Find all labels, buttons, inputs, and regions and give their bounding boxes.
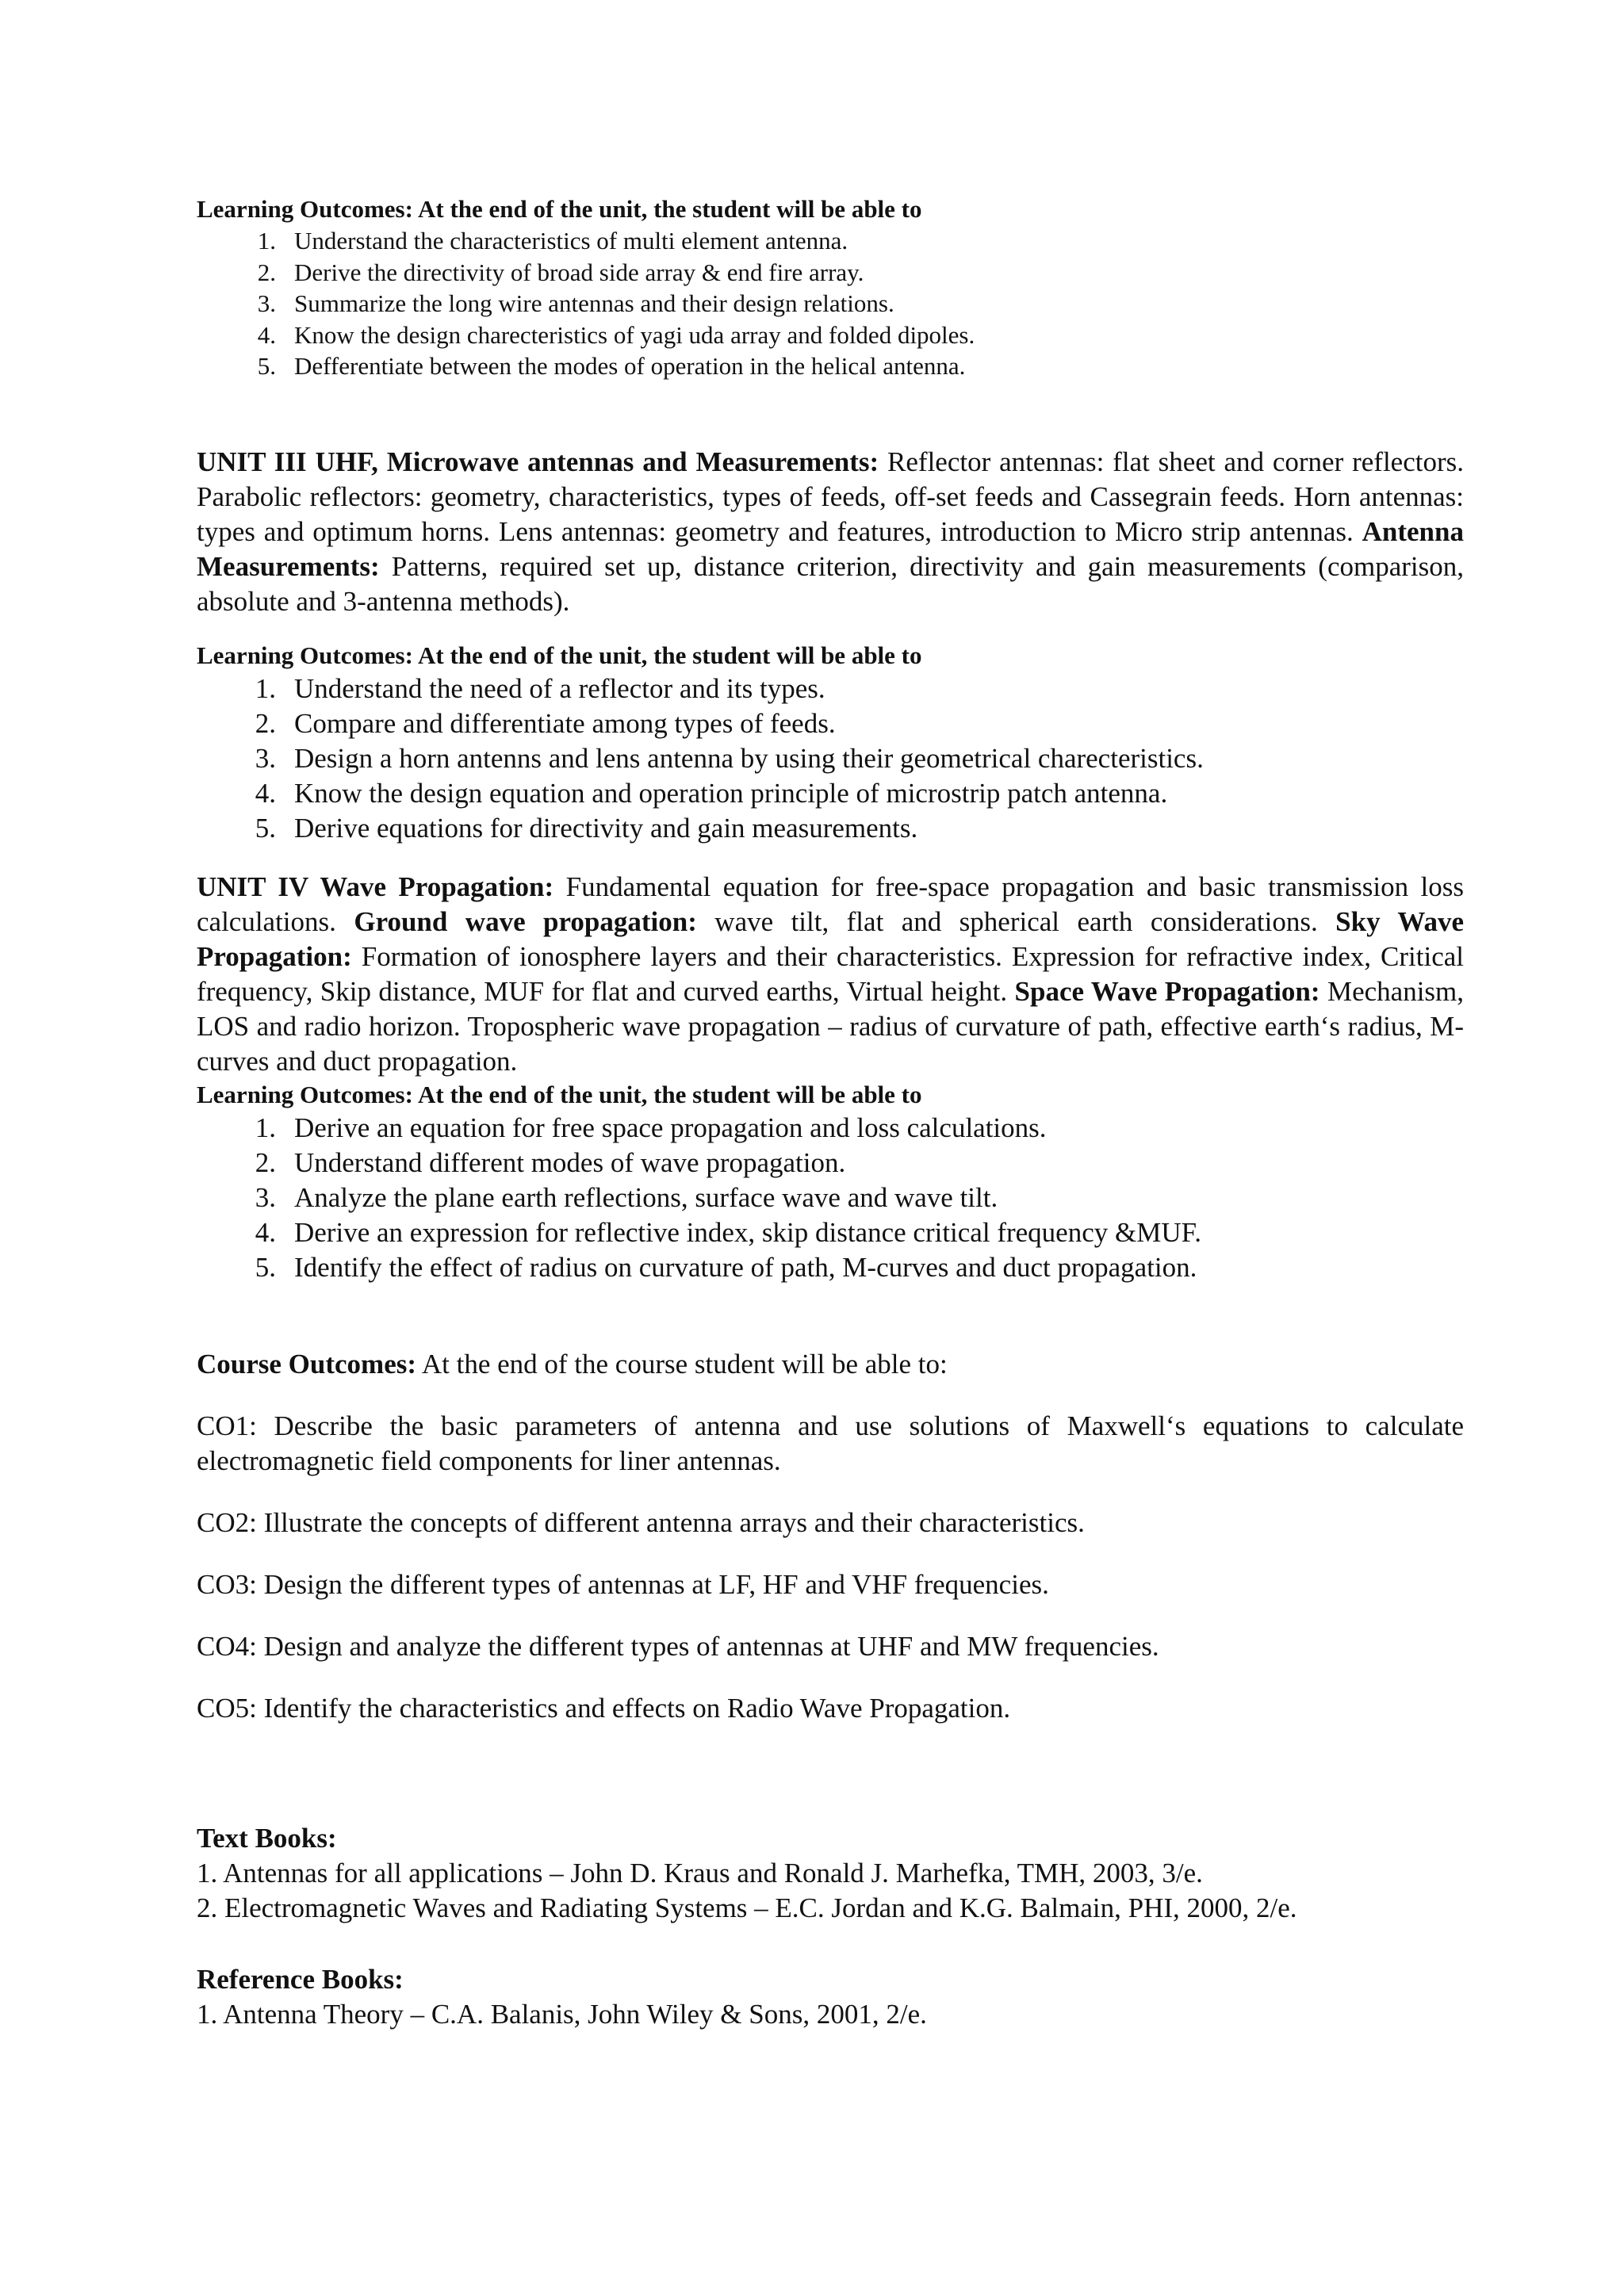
course-outcome-item: CO2: Illustrate the concepts of different antenna arrays and their characteristics. [197, 1506, 1085, 1538]
list-item: 1. Understand the characteristics of multi element antenna. [257, 227, 848, 254]
unit3-outcomes-list [197, 672, 1464, 846]
unit4-title: UNIT IV Wave Propagation: [197, 871, 554, 902]
text-books-heading: Text Books: [197, 1822, 337, 1854]
list-item: 1. Understand the need of a reflector and its types. [255, 672, 825, 704]
unit2-learning-outcomes-heading: Learning Outcomes: At the end of the unit, the student will be able to [197, 195, 922, 223]
unit3-learning-outcomes-heading: Learning Outcomes: At the end of the unit, the student will be able to [197, 641, 922, 669]
list-item: 3. Analyze the plane earth reflections, surface wave and wave tilt. [255, 1181, 998, 1213]
list-item: 2. Understand different modes of wave propagation. [255, 1146, 846, 1178]
unit4-description: UNIT IV Wave Propagation: Fundamental equation for free-space propagation and basic transmission loss calculations. Ground wave propagation: wave tilt, flat and spherical earth considerations. Sky Wave Propagation: Formation of ionosphere layers and their characteristics. Expression for refractive index, Critical frequency, Skip distance, MUF for flat and curved earths, Virtual height. Space Wave Propagation: Mechanism, LOS and radio horizon. Tropospheric wave propagation – radius of curvature of path, effective earth‘s radius, M-curves and duct propagation. [197, 871, 1465, 1077]
document-content [197, 193, 1464, 2032]
course-outcome-item: CO3: Design the different types of antennas at LF, HF and VHF frequencies. [197, 1568, 1049, 1600]
unit4-learning-outcomes-heading: Learning Outcomes: At the end of the unit, the student will be able to [197, 1080, 922, 1108]
list-item: 2. Compare and differentiate among types of feeds. [255, 707, 836, 739]
unit3-description: UNIT III UHF, Microwave antennas and Measurements: Reflector antennas: flat sheet and corner reflectors. Parabolic reflectors: geometry, characteristics, types of feeds, off-set feeds and Cassegrain feeds. Horn antennas: types and optimum horns. Lens antennas: geometry and features, introduction to Micro strip antennas. Antenna Measurements: Patterns, required set up, distance criterion, directivity and gain measurements (comparison, absolute and 3-antenna methods). [197, 446, 1464, 617]
list-item: 2. Derive the directivity of broad side array & end fire array. [257, 258, 864, 286]
unit4-outcomes-list [197, 1111, 1464, 1285]
reference-book-item: 1. Antenna Theory – C.A. Balanis, John Wiley & Sons, 2001, 2/e. [197, 1998, 927, 2030]
list-item: 5. Identify the effect of radius on curvature of path, M-curves and duct propagation. [255, 1251, 1197, 1283]
list-item: 4. Know the design charecteristics of yagi uda array and folded dipoles. [257, 320, 975, 349]
text-book-item: 2. Electromagnetic Waves and Radiating Systems – E.C. Jordan and K.G. Balmain, PHI, 2000, 2/e. [197, 1892, 1297, 1923]
list-item: 3. Design a horn antenns and lens antenna by using their geometrical charecteristics. [255, 742, 1204, 774]
course-outcome-item: CO1: Describe the basic parameters of antenna and use solutions of Maxwell‘s equations to calculate electromagnetic field components for liner antennas. [197, 1410, 1464, 1476]
unit3-title: UNIT III UHF, Microwave antennas and Measurements: [197, 446, 879, 477]
list-item: 5. Derive equations for directivity and gain measurements. [255, 812, 918, 844]
list-item: 3. Summarize the long wire antennas and their design relations. [257, 289, 894, 317]
list-item: 4. Know the design equation and operation principle of microstrip patch antenna. [255, 777, 1168, 809]
unit2-outcomes-list [197, 225, 1464, 382]
list-item: 1. Derive an equation for free space propagation and loss calculations. [255, 1112, 1047, 1143]
reference-books-heading: Reference Books: [197, 1963, 404, 1995]
list-item: 4. Derive an expression for reflective index, skip distance critical frequency &MUF. [255, 1216, 1202, 1248]
course-outcome-item: CO5: Identify the characteristics and effects on Radio Wave Propagation. [197, 1692, 1011, 1724]
text-book-item: 1. Antennas for all applications – John D. Kraus and Ronald J. Marhefka, TMH, 2003, 3/e. [197, 1857, 1203, 1888]
course-outcome-item: CO4: Design and analyze the different types of antennas at UHF and MW frequencies. [197, 1630, 1159, 1662]
list-item: 5. Defferentiate between the modes of operation in the helical antenna. [257, 352, 966, 380]
course-outcomes-heading: Course Outcomes: At the end of the course student will be able to: [197, 1348, 948, 1380]
